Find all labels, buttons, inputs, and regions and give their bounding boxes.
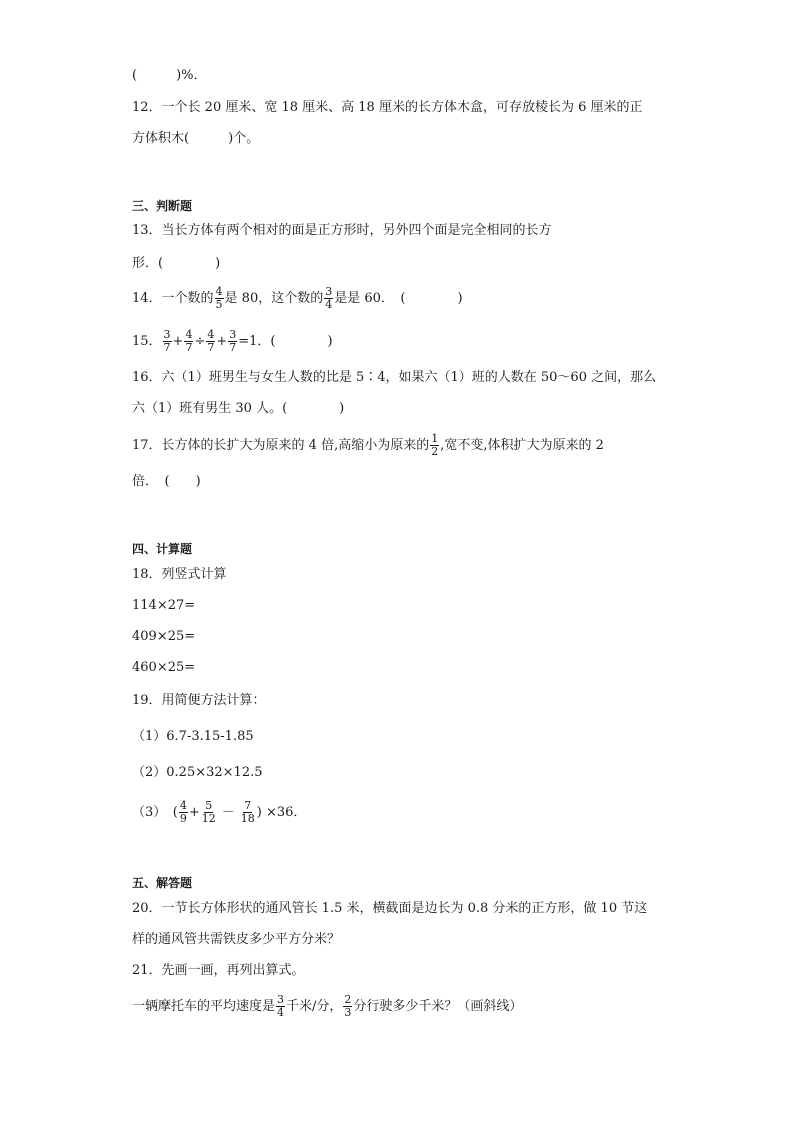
question-14: [132, 286, 463, 311]
question-13-line2: 形．( ): [132, 256, 221, 271]
question-18-item-2: 409×25=: [132, 629, 196, 644]
section-heading-calculation: 四、计算题: [132, 542, 193, 556]
q21-text-post: 分行驶多少千米？（画斜线）: [353, 999, 523, 1014]
operator: ÷: [194, 334, 206, 349]
q15-number: 15．: [132, 334, 162, 349]
q19-3-text-post: ) ×36．: [256, 805, 307, 820]
question-18-item-1: 114×27=: [132, 598, 196, 613]
q17-text-post: ,宽不变,体积扩大为原来的 2: [440, 438, 604, 453]
section-heading-answer: 五、解答题: [132, 876, 193, 890]
operator: +: [172, 334, 184, 349]
question-21: 21．先画一画，再列出算式。: [132, 963, 305, 978]
fraction: $\frac{4}{7}$: [207, 328, 215, 354]
q15-text-post: =1．( ): [238, 334, 333, 349]
q14-text-pre: 14．一个数的: [132, 291, 214, 306]
question-20-line2: 样的通风管共需铁皮多少平方分米？: [132, 932, 341, 947]
fraction: $\frac{4}{9}$: [179, 799, 187, 825]
fraction: $\frac{3}{7}$: [163, 328, 171, 354]
question-17-line1: [132, 433, 604, 458]
question-18-item-3: 460×25=: [132, 660, 196, 675]
question-19-item-3: [132, 800, 306, 825]
question-20-line1: 20．一节长方体形状的通风管长 1.5 米，横截面是边长为 0.8 分米的正方形，做 10 节这: [132, 901, 648, 916]
fraction: $\frac{2}{3}$: [344, 993, 352, 1019]
fraction: $\frac{3}{4}$: [325, 285, 333, 311]
question-12-line1: 12．一个长 20 厘米、宽 18 厘米、高 18 厘米的长方体木盒，可存放棱长为 6 厘米的正: [132, 100, 643, 115]
question-12-line2: 方体积木( )个。: [132, 131, 260, 146]
question-13-line1: 13．当长方体有两个相对的面是正方形时，另外四个面是完全相同的长方: [132, 223, 552, 238]
q14-text-mid: 是 80，这个数的: [224, 291, 324, 306]
q14-text-post: 是是 60． ( ): [334, 291, 463, 306]
operator: +: [216, 334, 228, 349]
fraction: $\frac{5}{12}$: [201, 799, 216, 825]
question-21-problem: [132, 994, 522, 1019]
fraction: $\frac{3}{4}$: [277, 993, 285, 1019]
q19-3-text-pre: （3） (: [132, 805, 178, 820]
question-19-item-2: （2）0.25×32×12.5: [132, 765, 263, 780]
q21-text-pre: 一辆摩托车的平均速度是: [132, 999, 276, 1014]
operator: －: [221, 805, 235, 820]
fraction: $\frac{4}{5}$: [215, 285, 223, 311]
fraction: $\frac{3}{7}$: [229, 328, 237, 354]
question-19: 19．用简便方法计算：: [132, 693, 266, 708]
question-15: [132, 329, 333, 354]
fraction: $\frac{1}{2}$: [431, 432, 439, 458]
operator: +: [188, 805, 200, 820]
fraction: $\frac{7}{18}$: [240, 799, 255, 825]
question-18: 18．列竖式计算: [132, 567, 227, 582]
question-16-line1: 16．六（1）班男生与女生人数的比是 5∶4，如果六（1）班的人数在 50～60 之间，那么: [132, 370, 657, 385]
q21-text-mid: 千米/分，: [286, 999, 343, 1014]
question-19-item-1: （1）6.7-3.15-1.85: [132, 729, 254, 744]
question-17-line2: 倍． ( ): [132, 474, 201, 489]
q11-blank-tail: ( )%．: [132, 68, 207, 83]
fraction: $\frac{4}{7}$: [185, 328, 193, 354]
section-heading-judgement: 三、判断题: [132, 199, 193, 213]
q17-text-pre: 17．长方体的长扩大为原来的 4 倍,高缩小为原来的: [132, 438, 430, 453]
question-16-line2: 六（1）班有男生 30 人。( ): [132, 401, 345, 416]
